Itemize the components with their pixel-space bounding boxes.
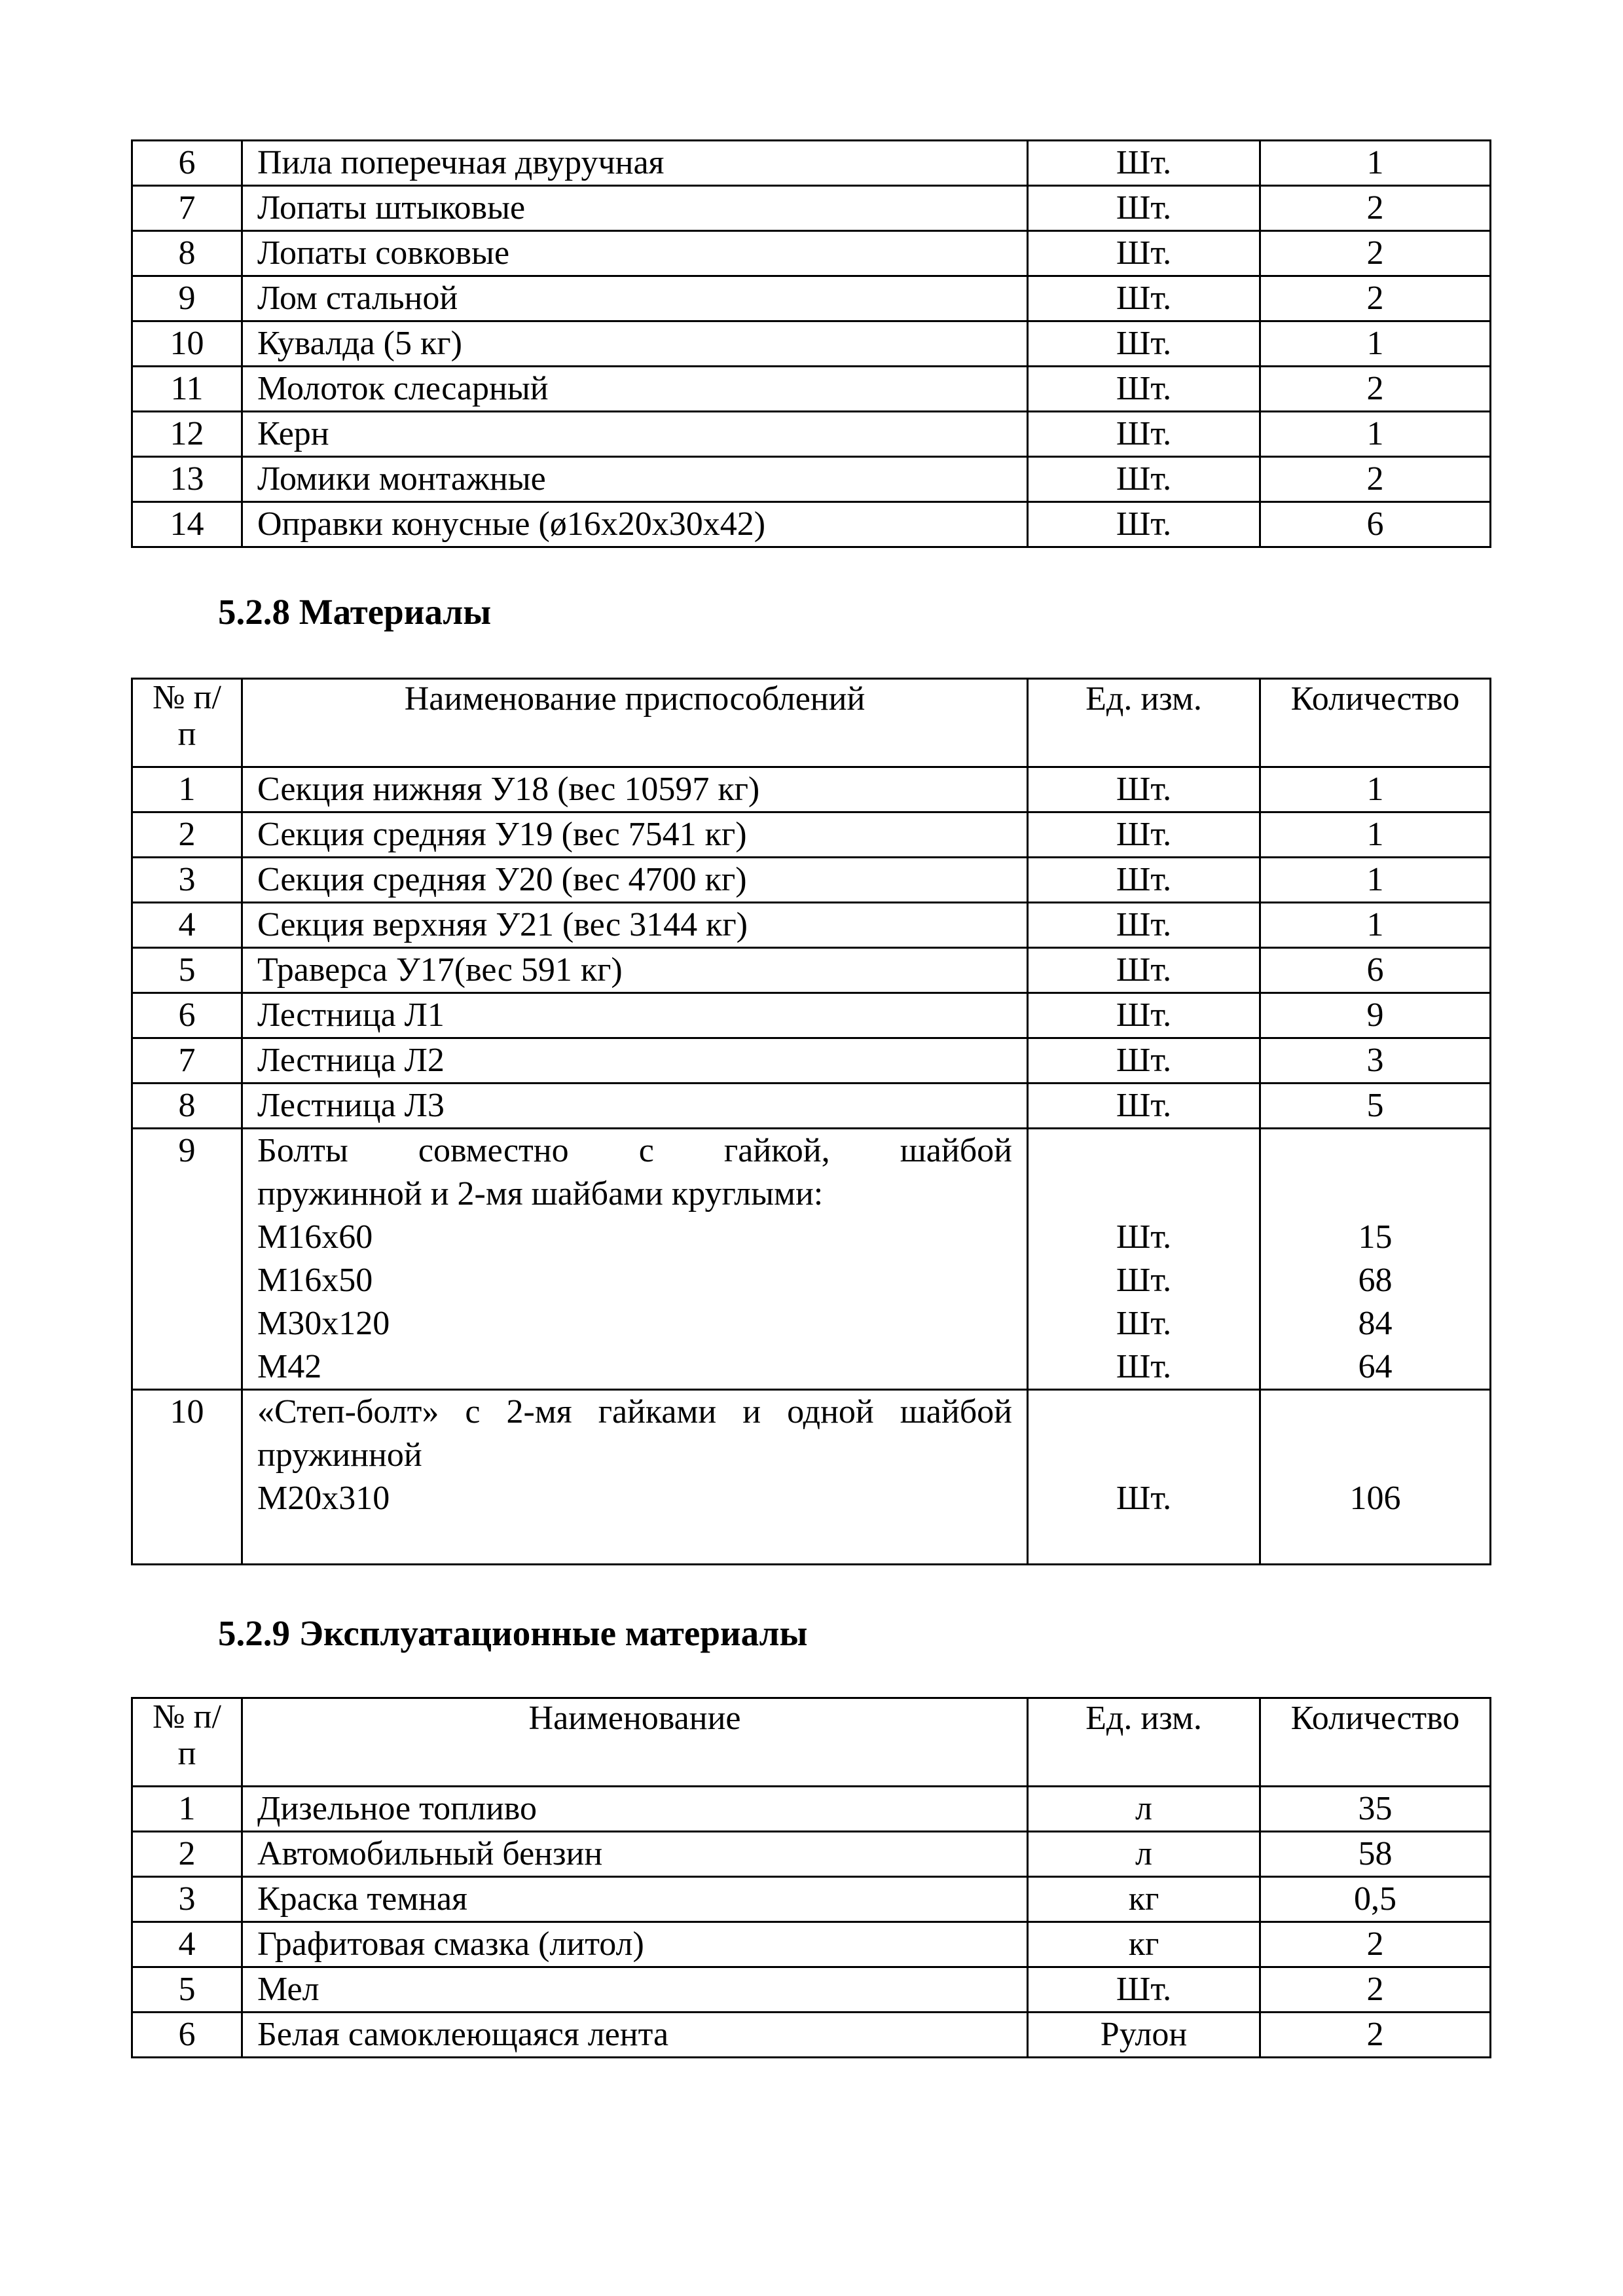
row-number: 7 xyxy=(132,186,242,231)
bolt-unit: Шт. xyxy=(1116,1218,1172,1256)
item-quantity: 58 xyxy=(1260,1832,1491,1877)
item-name: Лопаты совковые xyxy=(242,231,1028,276)
item-name: Секция нижняя У18 (вес 10597 кг) xyxy=(242,767,1028,812)
row-number: 7 xyxy=(132,1038,242,1084)
bolt-unit: Шт. xyxy=(1116,1348,1172,1385)
item-quantity: 2 xyxy=(1260,2013,1491,2058)
item-unit: Шт. xyxy=(1028,1084,1260,1129)
table-row xyxy=(132,1787,1491,1832)
bolt-size: М16х50 xyxy=(257,1262,373,1299)
row-number: 6 xyxy=(132,141,242,186)
table-header-row xyxy=(132,679,1491,767)
item-unit: Шт. xyxy=(1028,412,1260,457)
item-name: Лом стальной xyxy=(242,276,1028,321)
step-bolt-quantities xyxy=(1260,1390,1491,1565)
table-row xyxy=(132,457,1491,502)
item-quantity: 2 xyxy=(1260,231,1491,276)
row-number: 6 xyxy=(132,2013,242,2058)
item-unit: Шт. xyxy=(1028,321,1260,367)
table-row xyxy=(132,276,1491,321)
item-quantity: 1 xyxy=(1260,903,1491,948)
item-name: Мел xyxy=(242,1967,1028,2013)
table-row xyxy=(132,858,1491,903)
item-unit: л xyxy=(1028,1787,1260,1832)
bolts-units xyxy=(1028,1129,1260,1390)
step-bolt-description-line-2: пружинной xyxy=(257,1436,422,1474)
row-number: 2 xyxy=(132,1832,242,1877)
item-quantity: 35 xyxy=(1260,1787,1491,1832)
table-row xyxy=(132,812,1491,858)
row-number: 5 xyxy=(132,948,242,993)
item-unit: Шт. xyxy=(1028,767,1260,812)
tools-table xyxy=(131,139,1491,548)
item-quantity: 6 xyxy=(1260,502,1491,547)
item-unit: Шт. xyxy=(1028,1967,1260,2013)
row-number: 1 xyxy=(132,1787,242,1832)
item-quantity: 3 xyxy=(1260,1038,1491,1084)
table-row xyxy=(132,2013,1491,2058)
consumables-table xyxy=(131,1697,1491,2058)
item-name: Молоток слесарный xyxy=(242,367,1028,412)
step-bolt-size: М20х310 xyxy=(257,1480,390,1517)
section-heading-materials: 5.2.8 Материалы xyxy=(218,592,492,632)
item-name: Лестница Л1 xyxy=(242,993,1028,1038)
header-unit: Ед. изм. xyxy=(1028,679,1260,767)
row-number: 8 xyxy=(132,231,242,276)
item-unit: Шт. xyxy=(1028,1038,1260,1084)
item-unit: Шт. xyxy=(1028,276,1260,321)
item-name: Лестница Л2 xyxy=(242,1038,1028,1084)
item-unit: Шт. xyxy=(1028,903,1260,948)
item-name: Кувалда (5 кг) xyxy=(242,321,1028,367)
bolt-quantity: 68 xyxy=(1358,1262,1393,1299)
table-row xyxy=(132,1832,1491,1877)
bolt-unit: Шт. xyxy=(1116,1305,1172,1342)
header-name: Наименование xyxy=(242,1698,1028,1787)
item-quantity: 2 xyxy=(1260,367,1491,412)
item-name-step-bolt xyxy=(242,1390,1028,1565)
item-name: Секция средняя У20 (вес 4700 кг) xyxy=(242,858,1028,903)
table-row xyxy=(132,767,1491,812)
item-quantity: 2 xyxy=(1260,457,1491,502)
item-unit: Шт. xyxy=(1028,231,1260,276)
table-row xyxy=(132,903,1491,948)
table-row xyxy=(132,321,1491,367)
item-quantity: 1 xyxy=(1260,858,1491,903)
bolt-quantity: 15 xyxy=(1358,1218,1393,1256)
row-number: 3 xyxy=(132,1877,242,1922)
item-quantity: 9 xyxy=(1260,993,1491,1038)
row-number: 4 xyxy=(132,903,242,948)
item-unit: Шт. xyxy=(1028,186,1260,231)
item-quantity: 2 xyxy=(1260,276,1491,321)
row-number: 9 xyxy=(132,276,242,321)
item-quantity: 2 xyxy=(1260,186,1491,231)
item-name: Пила поперечная двуручная xyxy=(242,141,1028,186)
table-row xyxy=(132,1967,1491,2013)
item-quantity: 1 xyxy=(1260,767,1491,812)
table-row xyxy=(132,231,1491,276)
item-quantity: 1 xyxy=(1260,812,1491,858)
item-name: Ломики монтажные xyxy=(242,457,1028,502)
item-quantity: 0,5 xyxy=(1260,1877,1491,1922)
table-row xyxy=(132,367,1491,412)
item-unit: кг xyxy=(1028,1922,1260,1967)
row-number: 10 xyxy=(132,321,242,367)
item-name: Траверса У17(вес 591 кг) xyxy=(242,948,1028,993)
item-unit: Рулон xyxy=(1028,2013,1260,2058)
item-unit: Шт. xyxy=(1028,502,1260,547)
header-number: № п/п xyxy=(132,679,242,767)
row-number: 1 xyxy=(132,767,242,812)
item-name: Лестница Л3 xyxy=(242,1084,1028,1129)
item-quantity: 1 xyxy=(1260,321,1491,367)
materials-table xyxy=(131,678,1491,1565)
header-unit: Ед. изм. xyxy=(1028,1698,1260,1787)
table-row xyxy=(132,502,1491,547)
row-number: 9 xyxy=(132,1129,242,1390)
table-row xyxy=(132,186,1491,231)
table-row xyxy=(132,1084,1491,1129)
bolts-description-line-2: пружинной и 2-мя шайбами круглыми: xyxy=(257,1175,824,1212)
row-number: 6 xyxy=(132,993,242,1038)
table-row xyxy=(132,1038,1491,1084)
item-name: Лопаты штыковые xyxy=(242,186,1028,231)
header-name: Наименование приспособлений xyxy=(242,679,1028,767)
item-name: Оправки конусные (ø16х20х30х42) xyxy=(242,502,1028,547)
row-number: 14 xyxy=(132,502,242,547)
table-row-step-bolt xyxy=(132,1390,1491,1565)
item-unit: кг xyxy=(1028,1877,1260,1922)
step-bolt-units xyxy=(1028,1390,1260,1565)
table-row xyxy=(132,141,1491,186)
table-row-bolts xyxy=(132,1129,1491,1390)
item-name: Белая самоклеющаяся лента xyxy=(242,2013,1028,2058)
table-row xyxy=(132,948,1491,993)
row-number: 8 xyxy=(132,1084,242,1129)
item-quantity: 1 xyxy=(1260,412,1491,457)
item-unit: Шт. xyxy=(1028,858,1260,903)
row-number: 2 xyxy=(132,812,242,858)
table-row xyxy=(132,1922,1491,1967)
item-name: Секция средняя У19 (вес 7541 кг) xyxy=(242,812,1028,858)
bolt-unit: Шт. xyxy=(1116,1262,1172,1299)
bolt-quantity: 84 xyxy=(1358,1305,1393,1342)
item-name-bolts xyxy=(242,1129,1028,1390)
table-row xyxy=(132,993,1491,1038)
item-quantity: 6 xyxy=(1260,948,1491,993)
row-number: 4 xyxy=(132,1922,242,1967)
item-name: Дизельное топливо xyxy=(242,1787,1028,1832)
bolt-size: М30х120 xyxy=(257,1305,390,1342)
bolts-quantities xyxy=(1260,1129,1491,1390)
item-name: Автомобильный бензин xyxy=(242,1832,1028,1877)
step-bolt-quantity: 106 xyxy=(1349,1480,1401,1517)
header-number: № п/п xyxy=(132,1698,242,1787)
row-number: 12 xyxy=(132,412,242,457)
row-number: 5 xyxy=(132,1967,242,2013)
bolt-quantity: 64 xyxy=(1358,1348,1393,1385)
section-heading-consumables: 5.2.9 Эксплуатационные материалы xyxy=(218,1613,808,1653)
item-quantity: 2 xyxy=(1260,1922,1491,1967)
item-unit: Шт. xyxy=(1028,993,1260,1038)
row-number: 10 xyxy=(132,1390,242,1565)
item-unit: Шт. xyxy=(1028,812,1260,858)
item-unit: Шт. xyxy=(1028,457,1260,502)
step-bolt-description-line-1: «Степ-болт» с 2-мя гайками и одной шайбой xyxy=(257,1393,1012,1430)
step-bolt-unit: Шт. xyxy=(1116,1480,1172,1517)
table-header-row xyxy=(132,1698,1491,1787)
bolt-size: М16х60 xyxy=(257,1218,373,1256)
item-unit: Шт. xyxy=(1028,141,1260,186)
row-number: 11 xyxy=(132,367,242,412)
item-unit: Шт. xyxy=(1028,948,1260,993)
item-quantity: 1 xyxy=(1260,141,1491,186)
item-name: Керн xyxy=(242,412,1028,457)
item-name: Графитовая смазка (литол) xyxy=(242,1922,1028,1967)
item-unit: Шт. xyxy=(1028,367,1260,412)
bolts-description-line-1: Болты совместно с гайкой, шайбой xyxy=(257,1132,1012,1169)
item-unit: л xyxy=(1028,1832,1260,1877)
bolt-size: М42 xyxy=(257,1348,322,1385)
item-name: Краска темная xyxy=(242,1877,1028,1922)
table-row xyxy=(132,412,1491,457)
item-quantity: 5 xyxy=(1260,1084,1491,1129)
header-quantity: Количество xyxy=(1260,1698,1491,1787)
table-row xyxy=(132,1877,1491,1922)
row-number: 13 xyxy=(132,457,242,502)
header-quantity: Количество xyxy=(1260,679,1491,767)
row-number: 3 xyxy=(132,858,242,903)
item-quantity: 2 xyxy=(1260,1967,1491,2013)
item-name: Секция верхняя У21 (вес 3144 кг) xyxy=(242,903,1028,948)
